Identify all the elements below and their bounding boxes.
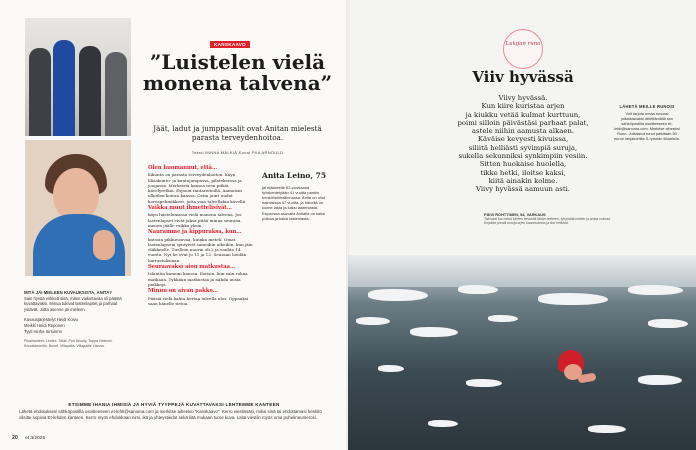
poem-line: Käväise kevyesti kivuissa, bbox=[477, 135, 569, 144]
article-heading: Olen huomannut, että… bbox=[148, 165, 218, 171]
clothing-credits: Pikaihanteet: Lindex. Takki: Pori Woolly. Toppa Helsinki. Korvalämmitin: Bonel. Villapaita: Villapaita: Hanna. bbox=[24, 339, 113, 348]
page-gutter bbox=[346, 0, 350, 450]
article-heading: Seuraavaksi aion matkustaa… bbox=[148, 264, 236, 271]
send-poem-heading: LÄHETÄ MEILLE RUNOSI bbox=[619, 104, 675, 109]
right-page bbox=[348, 0, 696, 450]
poem-line: kiitä ainakin kolme. bbox=[488, 176, 558, 185]
page-number: 20 bbox=[12, 435, 18, 441]
author-note: Talviuinti tuo minut kiireen keskeltä tähän hetkeen, tyhjentää mielen ja antaa voimaa. Kirjoitan pieniä runoja arjen kauneudesta ja ilon hetkistä. bbox=[484, 217, 612, 226]
photo-caption bbox=[24, 290, 128, 348]
article-heading: Nauramme ja kippuraksa, kun… bbox=[148, 229, 242, 236]
photo-credits: Kuvausjärjestelyt Heidi Koivu Meikki Heidi Reponen Tyyli Hinha Sirsinmo bbox=[24, 317, 78, 334]
caption-question: MITÄ JÄI MIELEEN KUVAUKSISTA, ANITA? bbox=[24, 290, 112, 295]
send-poem-box bbox=[614, 104, 680, 141]
group-photo bbox=[25, 18, 131, 136]
reader-poem-badge bbox=[503, 29, 543, 69]
profile-name: Anita Leino, 75 bbox=[262, 171, 327, 180]
poem-line: siliitä helliästi syvimpiä suruja, bbox=[468, 143, 578, 152]
article-heading: Minun on aivan pakko… bbox=[148, 288, 218, 295]
poem-line: Viivy hyvässä. bbox=[498, 94, 548, 102]
portrait-photo bbox=[25, 140, 131, 276]
article-heading: Vaikka muut ihmettelisivät… bbox=[148, 205, 232, 212]
poem-title: Viiv hyvässä bbox=[472, 68, 574, 86]
issue-label: et 3/2025 bbox=[25, 436, 46, 441]
poem-line: ja kiukku vetää kulmat kurttuun, bbox=[465, 110, 581, 119]
article-paragraph: käyn luistelemassa vielä monena talvena. Jos lastenlapset eivät jaksa pitää minua seurana, menen jäälle vaikka yksin. bbox=[148, 212, 242, 228]
section-tag: KANSKAAVO bbox=[210, 41, 250, 48]
poem-line: Viivy hyvässä aamuun asti. bbox=[475, 185, 570, 194]
lead-paragraph: Jäät, ladut ja jumppasalit ovat Anitan mielestä parasta terveydenhoitoa. bbox=[153, 124, 322, 142]
swimmer-figure bbox=[554, 350, 604, 398]
poem-line: Kun kiire kuristaa arjen bbox=[481, 102, 565, 111]
poem-line: poimi silloin päivästäsi parhaat palat, bbox=[457, 118, 589, 127]
poem-line: tikke hetki, iloitse kaksi, bbox=[480, 168, 566, 177]
poem-line: sukella sekunniksi synkimpiin vesiin. bbox=[458, 152, 588, 161]
page-folio bbox=[12, 435, 45, 441]
article-paragraph: Pääsiä vielä kahta kertaa talvella ulos. Oppaaksi saan hänelle tietoa. bbox=[148, 295, 249, 306]
profile-sidebar bbox=[262, 172, 334, 221]
badge-label: Lukijan runo bbox=[505, 41, 541, 47]
byline: Teksti MINNA MÄLKIÄ Kuvat PIIA ARNOULD bbox=[191, 150, 284, 155]
cover-call-band bbox=[0, 400, 348, 434]
cover-call-title: ETSIMME IHANIA IHMISIÄ JA HYVIÄ TYYPPEJÄ KUVATTAVAKSI LEHTEMME KANTEEN bbox=[68, 402, 280, 407]
article-paragraph: liikunta on parasta terveydenhoitoa. Käyn lihaskunto- ja kuntojumpassa, pilateksessa ja joogassa. Merkeistä kanssa teen pitkiä kävelyretkiä. Espoon rantareiteillä. Aamuisin ulkoilen koiran kanssa. Ostin juuri uudet korvapehmikkeet, jotta voin talvellakin kävellä. bbox=[148, 172, 247, 204]
profile-text: jäi eläkkeelle 62-vuotiaana työskentelyään 41 vuotta pankin henkilöstöhallinnossa. Anita on ollut naimisissa 47 vuotta, ja hänellä on kolme lasta ja kaksi lastenlasta. Espoossa asuvalla Anitalla on kaksi poikaa ja kaksi lastenlasta. bbox=[262, 184, 326, 221]
caption-answer: Sain hyvää virkkeä siitä, miten vaikuttavaa oli päästä kuvattavaksi. Minua tukivat lastenlapset ja parhaat ystävät. Jotta asenne jäi mieleen. bbox=[24, 295, 122, 312]
poem-author: PÄIVI ROHTTINEN, 54, VARKAUS bbox=[484, 212, 546, 217]
poem-line: Sitten huokaise huolella, bbox=[479, 160, 567, 169]
article-paragraph: Islantiin kamuni kanssa. Iloitsin, kun sain rahaa matkaan. Tykkään matkustaa ja nähdä uusia paikkoja. bbox=[148, 271, 248, 287]
cover-call-text: Lähetä ehdotuksesi sähköpostilla osoitteeseen et-lehti@sanoma.com ja merkitse aiheeksi ”Kanskaavo”. Kerro viestissäsi, miksi sinä tai ehdottamasi henkilö olisitte sopivia Et-lehden kanteen. Kerro myös ehdokkaan nimi, ikä ja yhteystiedot sekä liitä mukaan tuore kuva. Laita viestiin myös oma puhelinnumerosi. bbox=[19, 409, 322, 420]
ice-swimmer-photo bbox=[348, 255, 696, 450]
article-paragraph: katsoin pikkuvauvaa, kuinka meteli. Omat lastenlapseni syntyivät samoihin aikoihin, kun jäin eläkkeelle. Tuolloin nuorin oli 2 ja vanhin 14 vuotta. Nyt he ovat jo 11 ja 12. Seuraan heidän harrastuksiaan. bbox=[148, 236, 253, 263]
article-body bbox=[148, 164, 254, 308]
send-poem-text: Voit tarjota omaa runoasi julkaistavaksi lähettämällä sen sähköpostilla osoitteeseen et-lehti@sanoma.com. Merkitse aiheeksi Runo. Julkaistut runot palkitaan 50 euron lahjakortilla S-ryhmän liikkeisiin. bbox=[614, 111, 680, 141]
poem-body bbox=[418, 94, 628, 194]
poem-line: astele niihin aamusta alkaen. bbox=[471, 127, 575, 136]
headline: ”Luistelen vielä monena talvena” bbox=[142, 50, 333, 95]
